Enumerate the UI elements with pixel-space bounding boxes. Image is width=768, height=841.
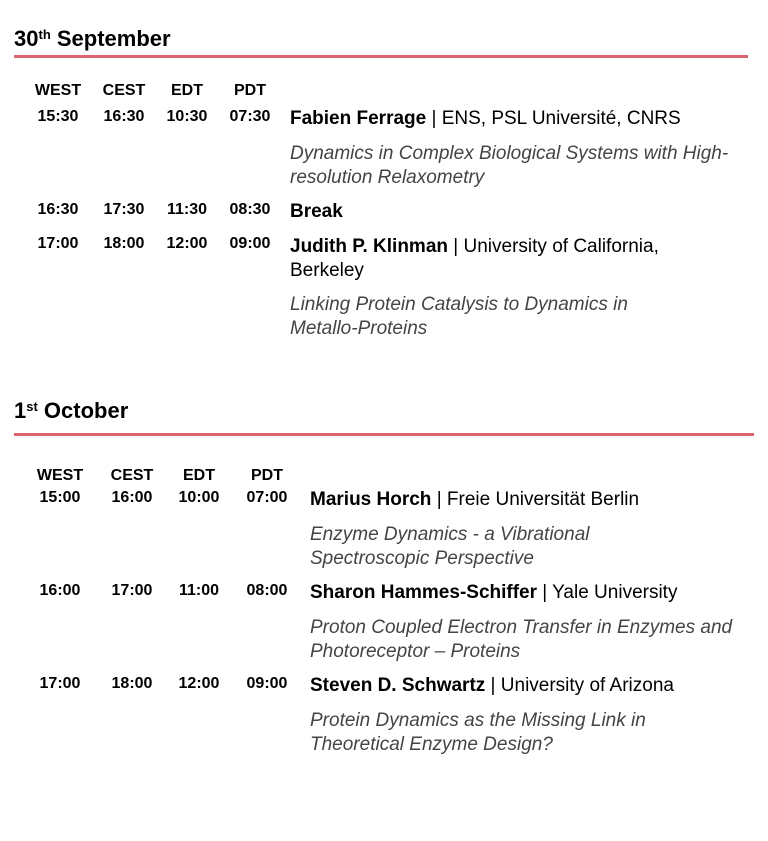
time-edt: 12:00	[166, 235, 208, 252]
header-pdt: PDT	[234, 82, 266, 99]
speaker-affiliation: | University of Arizona	[485, 675, 674, 696]
speaker-entry	[310, 581, 755, 605]
header-edt: EDT	[183, 467, 215, 484]
time-west: 16:00	[39, 582, 81, 599]
break-label: Break	[290, 201, 343, 222]
time-pdt: 09:00	[229, 235, 271, 252]
header-west: WEST	[36, 467, 84, 484]
time-pdt: 07:30	[229, 108, 271, 125]
talk-title: Linking Protein Catalysis to Dynamics in Metallo-Proteins	[290, 294, 628, 339]
speaker-entry	[290, 235, 730, 283]
header-pdt: PDT	[251, 467, 283, 484]
speaker-name: Marius Horch	[310, 489, 432, 510]
speaker-entry	[290, 107, 750, 131]
talk-title: Protein Dynamics as the Missing Link in Theoretical Enzyme Design?	[310, 710, 646, 755]
time-pdt: 08:00	[246, 582, 288, 599]
header-west: WEST	[34, 82, 82, 99]
time-west: 17:00	[39, 675, 81, 692]
time-edt: 11:00	[178, 582, 220, 599]
speaker-name: Steven D. Schwartz	[310, 675, 486, 696]
time-edt: 10:30	[166, 108, 208, 125]
talk-title: Enzyme Dynamics - a Vibrational Spectroscopic Perspective	[310, 524, 590, 569]
day-title-sep30: 30th September	[14, 26, 171, 51]
time-west: 17:00	[37, 235, 79, 252]
talk-title: Proton Coupled Electron Transfer in Enzymes and Photoreceptor – Proteins	[310, 617, 733, 662]
time-pdt: 08:30	[229, 201, 271, 218]
speaker-affiliation: | Freie Universität Berlin	[431, 489, 640, 510]
time-pdt: 07:00	[246, 489, 288, 506]
day-title-oct1: 1st October	[14, 398, 129, 423]
time-edt: 11:30	[166, 201, 208, 218]
speaker-name: Fabien Ferrage	[290, 108, 427, 129]
time-west: 15:30	[37, 108, 79, 125]
time-cest: 16:30	[103, 108, 145, 125]
time-pdt: 09:00	[246, 675, 288, 692]
time-edt: 12:00	[178, 675, 220, 692]
break-entry	[290, 200, 750, 224]
speaker-affiliation: | University of California, Berkeley	[290, 236, 659, 281]
time-cest: 18:00	[111, 675, 153, 692]
header-edt: EDT	[171, 82, 203, 99]
time-west: 15:00	[39, 489, 81, 506]
speaker-entry	[310, 674, 755, 698]
speaker-name: Judith P. Klinman	[290, 236, 449, 257]
divider-sep30	[14, 55, 748, 58]
time-edt: 10:00	[178, 489, 220, 506]
time-cest: 16:00	[111, 489, 153, 506]
header-cest: CEST	[110, 467, 154, 484]
time-cest: 17:30	[103, 201, 145, 218]
speaker-entry	[310, 488, 755, 512]
speaker-affiliation: | ENS, PSL Université, CNRS	[426, 108, 681, 129]
header-cest: CEST	[102, 82, 146, 99]
speaker-affiliation: | Yale University	[537, 582, 678, 603]
talk-title: Dynamics in Complex Biological Systems with High-resolution Relaxometry	[290, 143, 729, 188]
time-cest: 17:00	[111, 582, 153, 599]
time-west: 16:30	[37, 201, 79, 218]
speaker-name: Sharon Hammes-Schiffer	[310, 582, 538, 603]
time-cest: 18:00	[103, 235, 145, 252]
divider-oct1	[14, 433, 754, 436]
